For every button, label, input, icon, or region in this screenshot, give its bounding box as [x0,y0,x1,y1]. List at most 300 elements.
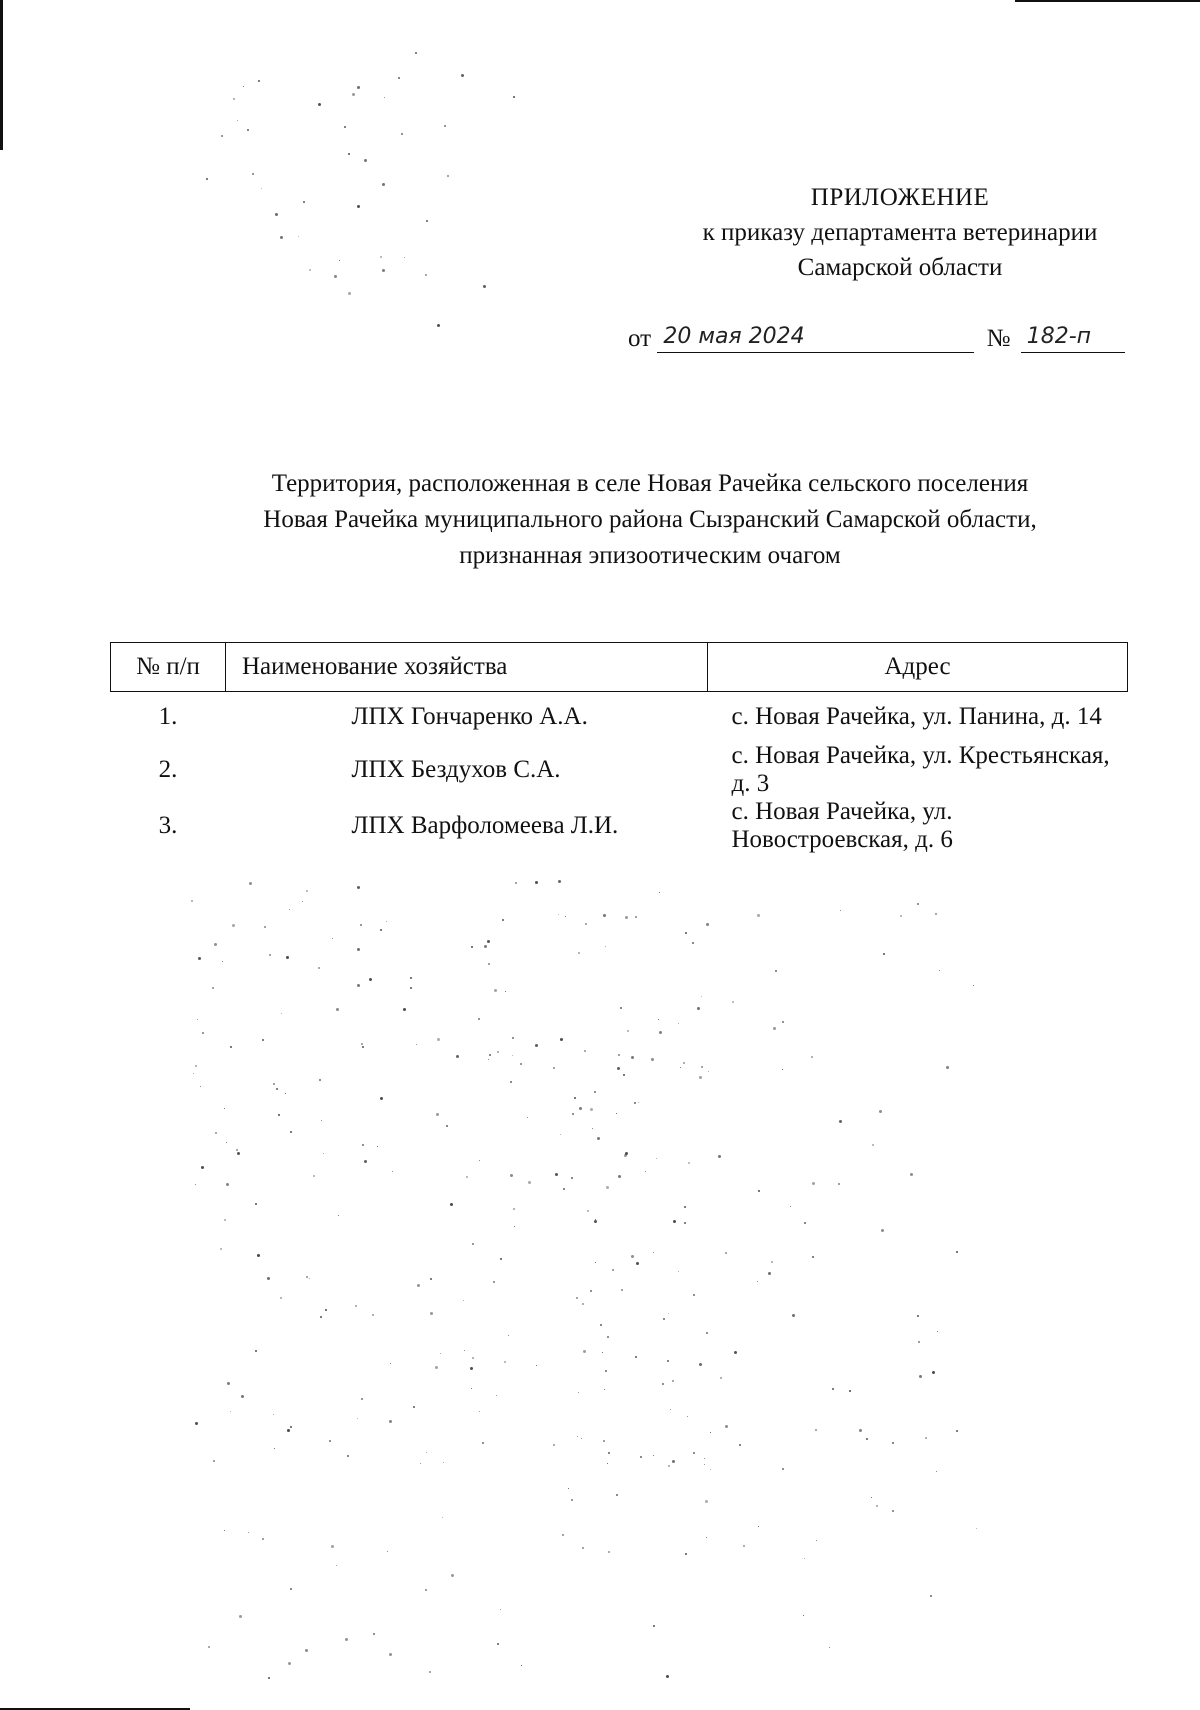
noise-speck [338,1215,339,1216]
noise-speck [973,985,974,986]
noise-speck [734,1351,737,1354]
noise-speck [732,1001,734,1003]
appendix-title: ПРИЛОЖЕНИЕ [810,184,990,211]
noise-speck [685,1553,687,1555]
noise-speck [555,1173,558,1176]
noise-speck [236,1149,238,1151]
noise-speck [625,916,628,919]
noise-speck [946,1066,949,1069]
noise-speck [606,1186,609,1189]
noise-speck [332,938,333,939]
noise-speck [286,956,289,959]
noise-speck [558,880,561,883]
noise-speck [560,1038,563,1041]
noise-speck [280,236,283,239]
noise-speck [362,1046,364,1048]
noise-speck [758,1190,760,1192]
row-address: с. Новая Рачейка, ул. Новостроевская, д. 6 [731,798,953,853]
noise-speck [425,1589,427,1591]
noise-speck [484,945,487,948]
noise-speck [804,1222,806,1224]
noise-speck [285,1093,286,1094]
noise-speck [558,914,559,915]
noise-speck [684,1206,686,1208]
table-row [111,742,1128,798]
noise-speck [336,1008,339,1011]
noise-speck [627,1030,629,1032]
noise-speck [416,1044,417,1045]
noise-speck [252,173,254,175]
noise-speck [502,919,504,921]
noise-speck [838,1183,840,1185]
noise-speck [430,1312,433,1315]
noise-speck [883,953,885,955]
noise-speck [435,1366,438,1369]
noise-speck [812,1182,815,1185]
noise-speck [829,1647,830,1648]
noise-speck [461,74,464,77]
noise-speck [357,205,360,208]
noise-speck [389,1420,392,1423]
noise-speck [568,1488,569,1489]
noise-speck [563,1188,565,1190]
noise-speck [577,1436,578,1437]
noise-speck [488,963,490,965]
noise-speck [840,910,841,911]
noise-speck [811,1056,813,1058]
noise-speck [866,1438,868,1440]
noise-speck [608,1551,610,1553]
noise-speck [579,1107,582,1110]
noise-speck [362,1144,364,1146]
noise-speck [389,1653,392,1656]
noise-speck [274,1448,275,1449]
noise-speck [607,1336,609,1338]
noise-speck [536,1365,537,1366]
noise-speck [720,1377,722,1379]
noise-speck [790,1206,791,1207]
noise-speck [535,881,538,884]
noise-speck [692,942,694,944]
noise-speck [935,913,937,915]
noise-speck [275,213,278,216]
noise-speck [496,1395,497,1396]
noise-speck [290,1131,292,1133]
noise-speck [956,1251,958,1253]
noise-speck [321,1120,322,1121]
noise-speck [592,1128,593,1129]
noise-speck [662,1383,664,1385]
noise-speck [208,1646,210,1648]
noise-speck [634,1102,636,1104]
noise-speck [323,1153,324,1154]
noise-speck [331,1545,334,1548]
noise-speck [398,77,400,79]
noise-speck [289,909,290,910]
noise-speck [603,914,606,917]
noise-speck [635,1356,637,1358]
noise-speck [620,1007,622,1009]
noise-speck [673,1220,676,1223]
noise-speck [257,1254,260,1257]
noise-speck [482,1442,484,1444]
noise-speck [514,1226,515,1227]
header-farm-name: Наименование хозяйства [226,643,708,692]
noise-speck [918,1341,920,1343]
noise-speck [512,1037,514,1039]
noise-speck [352,93,355,96]
noise-speck [380,929,382,931]
noise-speck [214,943,217,946]
noise-speck [932,1371,935,1374]
noise-speck [956,1430,958,1432]
noise-speck [305,1649,308,1652]
table-row [111,692,1128,743]
noise-speck [215,1132,217,1134]
noise-speck [631,1056,634,1059]
noise-speck [881,1229,884,1232]
noise-speck [612,1269,614,1271]
noise-speck [320,1316,322,1318]
noise-speck [504,1361,506,1363]
noise-speck [392,1171,393,1172]
noise-speck [472,1243,474,1245]
noise-speck [241,1395,244,1398]
noise-speck [706,923,709,926]
noise-speck [623,1074,625,1076]
noise-speck [447,175,449,177]
noise-speck [470,1367,473,1370]
appendix-block [600,180,1160,285]
noise-speck [605,946,606,947]
noise-speck [849,1390,851,1392]
noise-speck [697,1007,700,1010]
noise-speck [892,1510,894,1512]
noise-speck [936,1471,937,1472]
noise-speck [384,97,385,98]
noise-speck [357,948,360,951]
appendix-region: Самарской области [797,254,1003,281]
noise-speck [631,1255,634,1258]
table-row [111,798,1128,854]
noise-speck [269,954,271,956]
scan-edge-left [0,0,3,150]
noise-speck [276,1088,278,1090]
noise-speck [364,159,367,162]
noise-speck [224,1530,225,1531]
noise-speck [816,1540,817,1541]
noise-speck [264,926,266,928]
farms-table [110,642,1128,854]
noise-speck [574,1097,576,1099]
noise-speck [442,1517,443,1518]
noise-speck [553,1444,555,1446]
noise-speck [309,269,311,271]
noise-speck [925,1437,927,1439]
noise-speck [436,1113,439,1116]
noise-speck [892,1442,894,1444]
noise-speck [466,1176,468,1178]
noise-speck [876,1505,878,1507]
noise-speck [663,1318,665,1320]
noise-speck [319,1079,321,1081]
noise-speck [508,1335,509,1336]
order-number-sign: № [986,325,1011,352]
noise-speck [590,1108,593,1111]
noise-speck [318,967,320,969]
noise-speck [417,1284,420,1287]
noise-speck [839,1120,842,1123]
noise-speck [309,1278,310,1279]
noise-speck [617,1067,620,1070]
noise-speck [595,1219,596,1220]
noise-speck [243,86,244,87]
row-address: с. Новая Рачейка, ул. Крестьянская, д. 3 [731,742,1110,797]
noise-speck [478,1018,480,1020]
noise-speck [706,1332,708,1334]
noise-speck [386,921,387,922]
noise-speck [494,989,497,992]
noise-speck [701,1066,703,1068]
noise-speck [382,183,385,186]
noise-speck [446,1125,448,1127]
noise-speck [230,1046,232,1048]
noise-speck [667,1360,669,1362]
noise-speck [710,1469,711,1470]
noise-speck [600,1324,602,1326]
noise-speck [372,1314,374,1316]
document-heading [150,466,1150,574]
noise-speck [273,1414,274,1415]
noise-speck [290,1588,292,1590]
noise-speck [500,1609,501,1610]
noise-speck [670,1409,671,1410]
noise-speck [638,1102,639,1103]
noise-speck [528,1181,531,1184]
noise-speck [497,1051,499,1053]
noise-speck [249,882,252,885]
noise-speck [653,1455,654,1456]
noise-speck [513,1208,515,1210]
noise-speck [515,882,517,884]
noise-speck [758,1526,759,1527]
noise-speck [640,1456,642,1458]
noise-speck [334,275,337,278]
noise-speck [576,1297,578,1299]
order-from-label: от [628,325,652,352]
noise-speck [578,1392,579,1393]
noise-speck [708,1071,709,1072]
row-number: 1. [158,703,178,730]
noise-speck [410,987,412,989]
noise-speck [582,1547,584,1549]
noise-speck [919,1375,922,1378]
noise-speck [226,1142,227,1143]
noise-speck [910,1173,913,1176]
noise-speck [348,292,351,295]
noise-speck [500,1258,502,1260]
noise-speck [212,987,214,989]
noise-speck [688,1162,690,1164]
noise-speck [306,890,308,892]
noise-speck [303,201,305,203]
noise-speck [581,1438,582,1439]
noise-speck [357,86,360,89]
noise-speck [583,1350,586,1353]
noise-speck [329,1440,331,1442]
noise-speck [437,1038,440,1041]
noise-speck [618,1054,620,1056]
noise-speck [489,1054,491,1056]
noise-speck [782,1021,784,1023]
heading-line-1: Территория, расположенная в селе Новая Рачейка сельского поселения [271,470,1029,497]
noise-speck [578,952,580,954]
noise-speck [594,1091,596,1093]
noise-speck [603,1440,605,1442]
noise-speck [590,1290,592,1292]
noise-speck [195,1184,196,1185]
noise-speck [471,946,473,948]
noise-speck [560,1134,561,1135]
noise-speck [262,1538,264,1540]
noise-speck [463,1300,464,1301]
noise-speck [900,915,902,917]
noise-speck [347,1455,349,1457]
noise-speck [510,1081,512,1083]
noise-speck [621,1289,623,1291]
noise-speck [202,1032,204,1034]
noise-speck [472,1357,474,1359]
noise-speck [704,1458,705,1459]
noise-speck [602,1352,603,1353]
noise-speck [382,269,385,272]
noise-speck [584,1050,586,1052]
noise-speck [456,1055,459,1058]
noise-speck [812,1256,814,1258]
order-line [628,322,1125,353]
noise-speck [224,1219,226,1221]
row-number: 2. [158,756,178,783]
noise-speck [771,1261,773,1263]
noise-speck [357,984,360,987]
noise-speck [420,1463,421,1464]
noise-speck [571,1499,573,1501]
noise-speck [597,1137,600,1140]
table-header-row [111,643,1128,692]
noise-speck [803,1615,804,1616]
noise-speck [625,1152,628,1155]
noise-speck [222,961,223,962]
noise-speck [444,125,446,127]
noise-speck [415,52,417,54]
noise-speck [859,1429,862,1432]
noise-speck [775,970,777,972]
noise-speck [237,1152,240,1155]
noise-speck [678,1023,679,1024]
noise-speck [201,1166,204,1169]
noise-speck [605,1370,607,1372]
noise-speck [687,1416,688,1417]
noise-speck [683,1062,685,1064]
noise-speck [221,135,223,137]
noise-speck [535,1044,538,1047]
noise-speck [658,1019,659,1020]
noise-speck [267,1277,270,1280]
noise-speck [429,1671,431,1673]
noise-speck [782,1069,783,1070]
noise-speck [287,1429,290,1432]
noise-speck [666,1675,669,1678]
noise-speck [280,1297,282,1299]
noise-speck [497,1643,499,1645]
noise-speck [672,1380,674,1382]
noise-speck [440,1353,441,1354]
appendix-reference: к приказу департамента ветеринарии [702,219,1098,246]
noise-speck [659,1031,662,1034]
noise-speck [193,1073,194,1074]
noise-speck [273,1083,275,1085]
noise-speck [255,1350,257,1352]
noise-speck [815,1429,817,1431]
noise-speck [782,1468,784,1470]
noise-speck [595,1262,596,1263]
order-number-handwritten: 182-п [1021,322,1125,353]
noise-speck [656,1158,657,1159]
noise-speck [302,901,303,902]
noise-speck [725,1425,728,1428]
noise-speck [565,916,566,917]
noise-speck [553,1067,555,1069]
noise-speck [976,1528,977,1529]
noise-speck [685,932,687,934]
noise-speck [247,129,249,131]
noise-speck [704,1464,705,1465]
noise-speck [739,1444,741,1446]
noise-speck [572,1113,574,1115]
noise-speck [401,133,403,135]
noise-speck [678,1271,679,1272]
noise-speck [318,103,321,106]
noise-speck [410,977,412,979]
noise-speck [233,98,235,100]
noise-speck [879,1110,882,1113]
noise-speck [262,1039,264,1041]
noise-speck [380,256,382,258]
noise-speck [288,1662,291,1665]
noise-speck [339,260,340,261]
noise-speck [705,1500,708,1503]
noise-speck [413,1406,415,1408]
noise-speck [645,1171,646,1172]
noise-speck [224,1108,225,1109]
noise-speck [917,903,919,905]
noise-speck [768,1272,771,1275]
noise-speck [344,126,346,128]
noise-speck [357,1418,358,1419]
noise-speck [487,940,490,943]
noise-speck [268,1677,270,1679]
noise-speck [939,970,940,971]
noise-speck [345,1638,348,1641]
noise-speck [513,96,515,98]
noise-speck [718,1155,721,1158]
noise-speck [872,1144,874,1146]
noise-speck [239,1615,242,1618]
noise-speck [757,1281,758,1282]
noise-speck [571,1177,573,1179]
noise-speck [195,1422,198,1425]
noise-speck [369,978,372,981]
